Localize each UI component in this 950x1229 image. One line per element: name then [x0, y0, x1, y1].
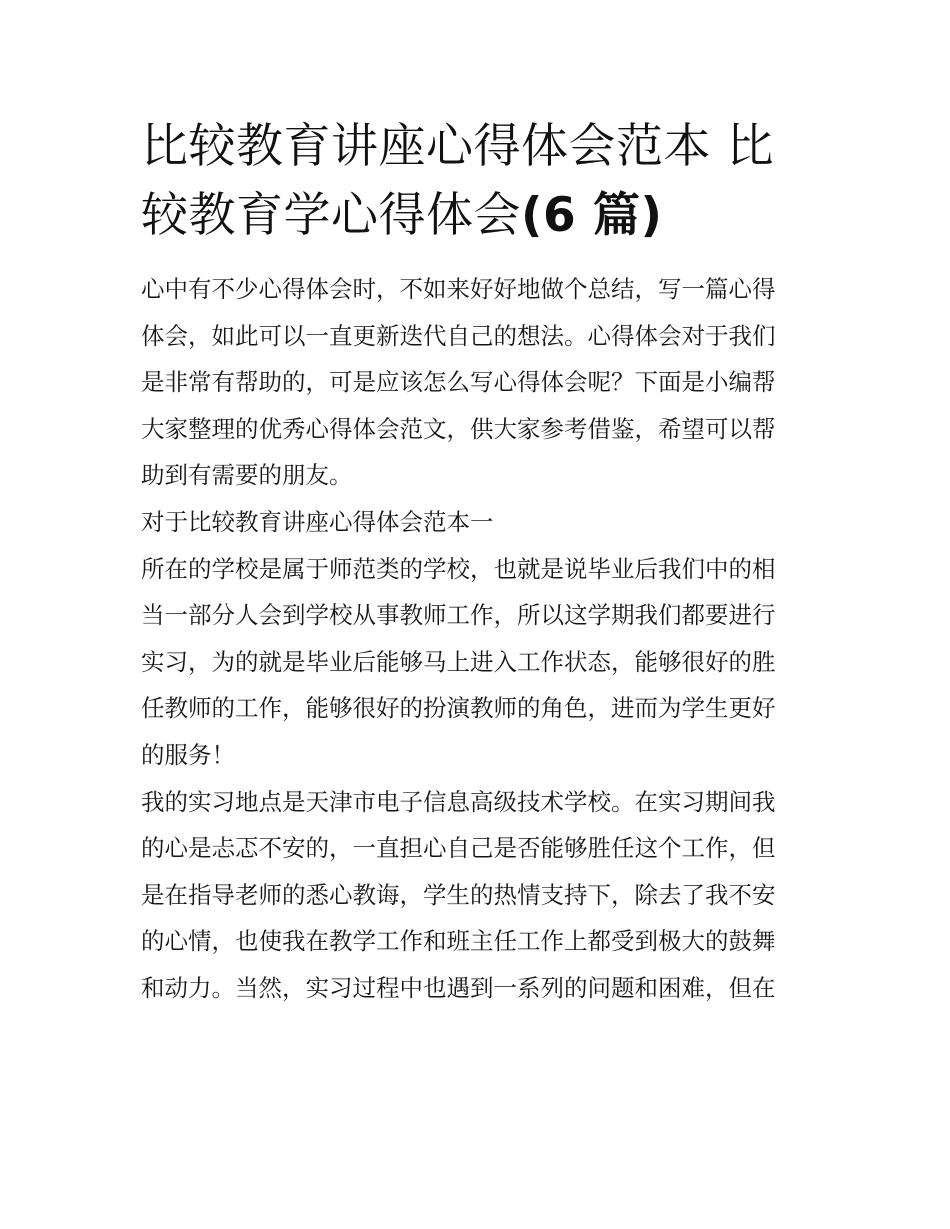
body-paragraph — [141, 546, 813, 779]
title-line — [141, 181, 813, 250]
text-line: 大家整理的优秀心得体会范文，供大家参考借鉴，希望可以帮 — [141, 414, 776, 443]
text-line: 体会，如此可以一直更新迭代自己的想法。心得体会对于我们 — [141, 321, 776, 350]
text-line: 我的实习地点是天津市电子信息高级技术学校。在实习期间我 — [141, 787, 776, 816]
text-line: 当一部分人会到学校从事教师工作，所以这学期我们都要进行 — [141, 601, 776, 630]
text-line: 的心情，也使我在教学工作和班主任工作上都受到极大的鼓舞 — [141, 927, 776, 956]
text-line: 的心是忐忑不安的，一直担心自己是否能够胜任这个工作，但 — [141, 834, 776, 863]
title-line-text: 较教育学心得体会 — [141, 188, 521, 243]
body-paragraph — [141, 779, 813, 1012]
text-line: 实习，为的就是毕业后能够马上进入工作状态，能够很好的胜 — [141, 647, 776, 676]
document-body — [141, 266, 813, 1012]
title-line: 比较教育讲座心得体会范本 比 — [141, 119, 774, 174]
text-line: 所在的学校是属于师范类的学校，也就是说毕业后我们中的相 — [141, 554, 776, 583]
document-content — [141, 112, 813, 1012]
text-line: 是在指导老师的悉心教诲，学生的热情支持下，除去了我不安 — [141, 880, 776, 909]
title-article-count: (6 篇) — [521, 188, 663, 243]
intro-paragraph — [141, 266, 813, 499]
text-line: 任教师的工作，能够很好的扮演教师的角色，进而为学生更好 — [141, 694, 776, 723]
text-line: 和动力。当然，实习过程中也遇到一系列的问题和困难，但在 — [141, 973, 776, 1002]
text-line: 对于比较教育讲座心得体会范本一 — [141, 507, 494, 536]
section-heading — [141, 499, 813, 546]
text-line: 助到有需要的朋友。 — [141, 461, 353, 490]
text-line: 心中有不少心得体会时，不如来好好地做个总结，写一篇心得 — [141, 275, 776, 303]
text-line: 是非常有帮助的，可是应该怎么写心得体会呢？下面是小编帮 — [141, 368, 776, 397]
document-title — [141, 112, 813, 250]
text-line: 的服务！ — [141, 740, 235, 769]
